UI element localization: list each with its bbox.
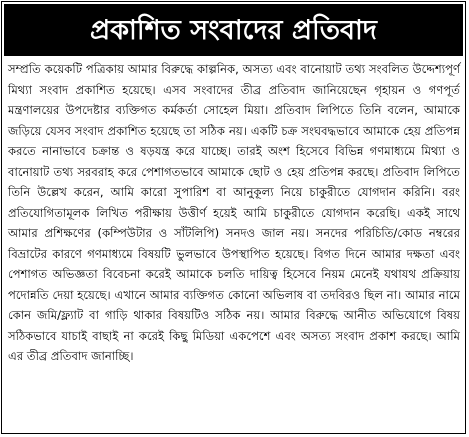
body-paragraph: সম্প্রতি কয়েকটি পত্রিকায় আমার বিরুদ্ধে কাল্পনিক, অসত্য এবং বানোয়াট তথ্য সংবলিত উদ্দেশ্যপূর্ণ মিথ্যা সংবাদ প্রকাশিত হয়েছে। এসব সংবাদের তীব্র প্রতিবাদ জানিয়েছেন গৃহায়ন ও গণপূর্ত মন্ত্রণালয়ের উপদেষ্টার ব্যক্তিগত কর্মকর্তা সোহেল মিয়া। প্রতিবাদ লিপিতে তিনি বলেন, আমাকে জড়িয়ে যেসব সংবাদ প্রকাশিত হয়েছে তা সঠিক নয়। একটি চক্র সংঘবদ্ধভাবে আমাকে হেয় প্রতিপন্ন করতে নানাভাবে চক্রান্ত ও ষড়যন্ত্র করে যাচ্ছে। তারই অংশ হিসেবে বিভিন্ন গণমাধ্যমে মিথ্যা ও বানোয়াট তথ্য সরবরাহ করে পেশাগতভাবে আমাকে ছোট ও হেয় প্রতিপন্ন করছে। প্রতিবাদ লিপিতে তিনি উল্লেখ করেন, আমি কারো সুপারিশ বা আনুকূল্য নিয়ে চাকুরীতে যোগদান করিনি। বরং প্রতিযোগিতামূলক লিখিত পরীক্ষায় উত্তীর্ণ হয়েই আমি চাকুরীতে যোগদান করেছি। একই সাথে আমার প্রশিক্ষণের (কম্পিউটার ও সাঁটলিপি) সনদও জাল নয়। সনদের পরিচিতি/কোড নম্বরের বিভ্রাটের কারণে গণমাধ্যমে বিষয়টি ভুলভাবে উপস্থাপিত হয়েছে। বিগত দিনে আমার দক্ষতা এবং পেশাগত অভিজ্ঞতা বিবেচনা করেই আমাকে চলতি দায়িত্ব হিসেবে নিয়ম মেনেই যথাযথ প্রক্রিয়ায় পদোন্নতি দেয়া হয়েছে। এখানে আমার ব্যক্তিগত কোনো অভিলাষ বা তদবিরও ছিল না। আমার নামে কোন জমি/ফ্ল্যাট বা গাড়ি থাকার বিষয়টিও সঠিক নয়। আমার বিরুদ্ধে আনীত অভিযোগে বিষয় সঠিকভাবে যাচাই বাছাই না করেই কিছু মিডিয়া একপেশে এবং অসত্য সংবাদ প্রকাশ করছে। আমি এর তীব্র প্রতিবাদ জানাচ্ছি। <box>8 62 460 363</box>
headline: প্রকাশিত সংবাদের প্রতিবাদ <box>89 14 377 46</box>
press-notice <box>1 1 466 434</box>
headline-bar <box>4 4 463 56</box>
